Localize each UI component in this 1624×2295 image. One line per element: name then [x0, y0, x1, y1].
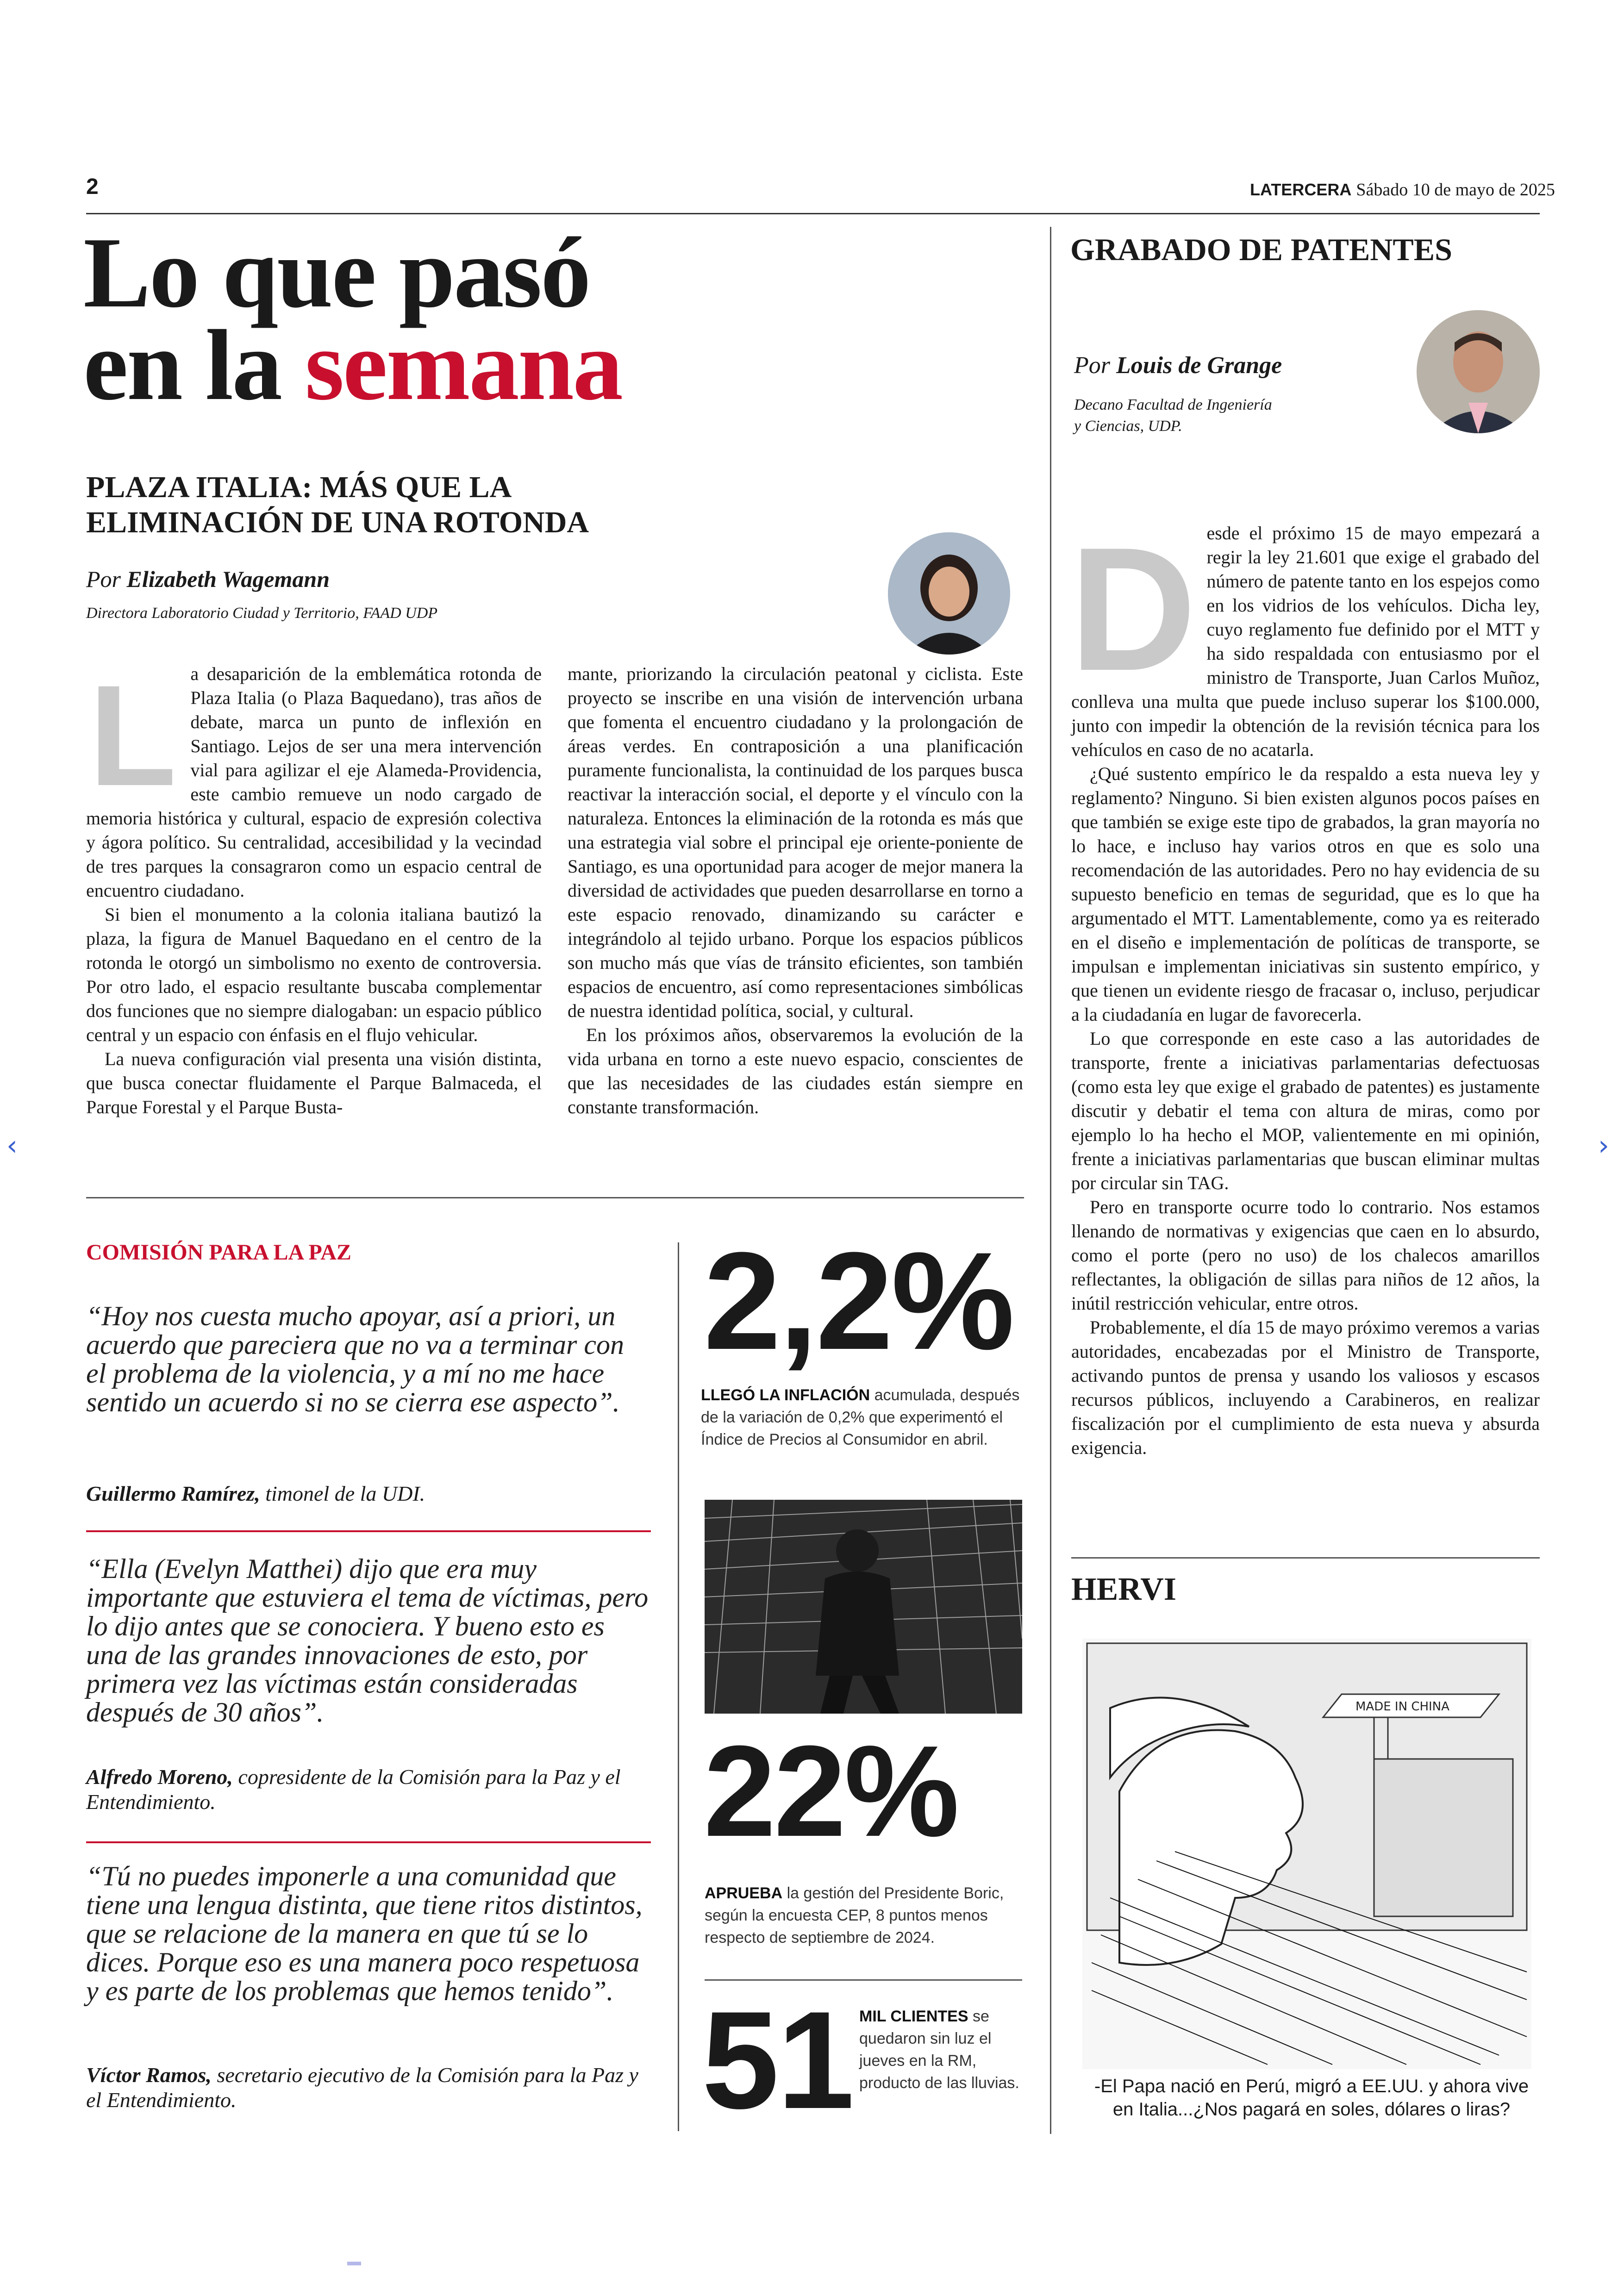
- author-name: Elizabeth Wagemann: [126, 566, 330, 592]
- quote-3-attribution: Víctor Ramos, secretario ejecutivo de la Comisión para la Paz y el Entendimiento.: [86, 2063, 638, 2112]
- article-left-col1: L a desaparición de la emblemática rotonda de Plaza Italia (o Plaza Baquedano), tras años de debate, marca un punto de inflexión en Santiago. Lejos de ser una mera intervención vial para agilizar el eje Alameda-Providencia, este cambio remueve un nodo cargado de memoria histórica y cultural, espacio de expresión colectiva y ágora político. Su centralidad, accesibilidad y la vecindad de tres parques la consagraron como un espacio central de encuentro ciudadano. Si bien el monumento a la colonia italiana bautizó la plaza, la figura de Manuel Baquedano en el centro de la rotonda le otorgó un simbolismo no exento de controversia. Por otro lado, el espacio resultante buscaba complementar dos funciones que no siempre dialogaban: un espacio público central y un espacio con énfasis en el flujo vehicular. La nueva configuración vial presenta una visión distinta, que busca conectar fluidamente el Parque Balmaceda, el Parque Forestal y el Parque Busta-: [86, 655, 542, 1117]
- quote-1-attribution: Guillermo Ramírez, timonel de la UDI.: [86, 1482, 425, 1505]
- hervi-rule: [1071, 1557, 1540, 1559]
- quote-2-attribution: Alfredo Moreno, copresidente de la Comisión para la Paz y el Entendimiento.: [86, 1765, 621, 1814]
- headline-line1: Lo que pasó: [83, 217, 590, 329]
- masthead: [1250, 180, 1555, 200]
- quote-divider-2: [86, 1841, 651, 1843]
- dropcap-right: D: [1069, 511, 1197, 707]
- stat-clients-text: MIL CLIENTES se quedaron sin luz el jueves en la RM, producto de las lluvias.: [859, 2008, 1019, 2092]
- header-rule: [86, 213, 1540, 214]
- section-rule: [86, 1197, 1024, 1198]
- column-divider: [1050, 227, 1051, 2134]
- stat-divider: [705, 1979, 1022, 1981]
- quote-divider-1: [86, 1530, 651, 1532]
- section-hervi: HERVI: [1071, 1572, 1177, 1607]
- headline-accent: semana: [305, 310, 622, 421]
- quote-1: “Hoy nos cuesta mucho apoyar, así a priori, un acuerdo que pareciera que no va a terminar con el problema de la violencia, y a mí no me hace sentido un acuerdo si no se cierra ese aspecto”.: [86, 1301, 624, 1417]
- author-role: Directora Laboratorio Ciudad y Territorio, FAAD UDP: [86, 605, 438, 622]
- quote-2: “Ella (Evelyn Matthei) dijo que era muy importante que estuviera el tema de víctimas, pero lo dijo antes que se conociera. Y bueno esto es una de las grandes innovaciones de esto, por primera vez las víctimas están consideradas después de 30 años”.: [86, 1553, 649, 1727]
- byline-right: Por Louis de Grange: [1074, 352, 1282, 379]
- stat-inflation-value: 2,2%: [704, 1223, 1013, 1378]
- stats-divider: [678, 1242, 679, 2131]
- stat-approval-value: 22%: [704, 1719, 958, 1864]
- paper-name: LATERCERA: [1250, 180, 1352, 199]
- article-right-body: D esde el próximo 15 de mayo empezará a regir la ley 21.601 que exige el grabado del número de patente tanto en los espejos como en los vidrios de los vehículos. Dicha ley, cuyo reglamento fue definido por el MTT y ha sido respaldada con entusiasmo por el ministro de Transporte, Juan Carlos Muñoz, conlleva una multa que puede incluso superar los $100.000, junto con impedir la obtención de la revisión técnica para los vehículos en caso de no acatarla. ¿Qué sustento empírico le da respaldo a esta nueva ley y reglamento? Ninguno. Si bien existen algunos pocos países en que también se exige este tipo de grabados, la gran mayoría no lo hace, e incluso hay varios otros en que es solo una recomendación de las autoridades. Pero no hay evidencia de su supuesto beneficio en temas de seguridad, que es lo que ha argumentado el MTT. Lamentablemente, como ya es reiterado en el diseño e implementación de políticas de transporte, se impulsan e implementan iniciativas sin sustento empírico, y que tienen un evidente riesgo de fracasar o, incluso, perjudicar a la ciudadanía en lugar de favorecerla. Lo que corresponde en este caso a las autoridades de transporte, frente a iniciativas parlamentarias defectuosas (como esta ley que exige el grabado de patentes) es justamente discutir y debatir el tema con altura de miras, como por ejemplo lo ha hecho el MOP, valientemente en mi opinión, frente a iniciativas parlamentarias que buscan eliminar multas por circular sin TAG. Pero en transporte ocurre todo lo contrario. Nos estamos llenando de normativas y exigencias que caen en lo absurdo, como el porte (pero no uso) de los chalecos amarillos reflectantes, la obligación de sillas para niños de 12 años, la inútil restricción vehicular, entre otros. Probablemente, el día 15 de mayo próximo veremos a varias autoridades, encabezadas por el Ministro de Transporte, activando puntos de prensa y usando los valiosos y escasos recursos públicos, incluyendo a Carabineros, en realizar fiscalización por el cumplimiento de esta nueva y absurda exigencia.: [1069, 511, 1540, 1458]
- photo-boric: [705, 1500, 1022, 1714]
- stat-clients-value: 51: [702, 1982, 853, 2138]
- article-title: PLAZA ITALIA: MÁS QUE LA ELIMINACIÓN DE UNA ROTONDA: [86, 470, 589, 539]
- section-grabado: GRABADO DE PATENTES: [1070, 232, 1452, 267]
- stat-approval-text: APRUEBA la gestión del Presidente Boric, según la encuesta CEP, 8 puntos menos respecto de septiembre de 2024.: [705, 1884, 1004, 1946]
- cartoon-caption: -El Papa nació en Perú, migró a EE.UU. y ahora vive en Italia...¿Nos pagará en soles, dólares o liras?: [1094, 2076, 1529, 2120]
- dropcap: L: [89, 655, 177, 816]
- article-left-col2: mante, priorizando la circulación peatonal y ciclista. Este proyecto se inscribe en una visión de intervención urbana que fomenta el encuentro ciudadano y la prolongación de áreas verdes. En contraposición a una planificación puramente funcionalista, la continuidad de los parques busca reactivar la interacción social, el deporte y el vínculo con la naturaleza. Entonces la eliminación de la rotonda es más que una estrategia vial sobre el principal eje oriente-poniente de Santiago, es una oportunidad para acoger de mejor manera la diversidad de actividades que pueden desarrollarse en torno a este espacio renovado, dinamizando su carácter e integrándolo al tejido urbano. Porque los espacios públicos son mucho más que vías de tránsito eficientes, son también espacios de encuentro, así como representaciones simbólicas de nuestra identidad política, social, y cultural. En los próximos años, observaremos la evolución de la vida urbana en torno a este nuevo espacio, conscientes de que las necesidades de las ciudades están siempre en constante transformación.: [568, 663, 1023, 1117]
- cartoon-sign: MADE IN CHINA: [1355, 1700, 1449, 1714]
- page-number: 2: [86, 175, 99, 199]
- author-photo-wagemann: [888, 532, 1010, 655]
- stat-inflation-text: LLEGÓ LA INFLACIÓN acumulada, después de la variación de 0,2% que experimentó el Índice de Precios al Consumidor en abril.: [701, 1386, 1020, 1448]
- section-comision: COMISIÓN PARA LA PAZ: [86, 1240, 351, 1265]
- scroll-indicator[interactable]: [347, 2262, 361, 2265]
- author-name-right: Louis de Grange: [1116, 352, 1282, 379]
- chevron-right-icon[interactable]: ›: [1598, 1129, 1609, 1162]
- page-headline: [83, 217, 622, 421]
- author-role-right: Decano Facultad de Ingeniería y Ciencias, UDP.: [1074, 396, 1272, 435]
- byline: Por Elizabeth Wagemann: [86, 566, 330, 592]
- quote-3: “Tú no puedes imponerle a una comunidad que tiene una lengua distinta, que tiene ritos distintos, que se relacione de la manera en que tú se lo dices. Porque eso es una manera poco respetuosa y es parte de los problemas que hemos tenido”.: [86, 1861, 643, 2006]
- headline-line2: en la semana: [83, 310, 622, 421]
- issue-date: Sábado 10 de mayo de 2025: [1356, 180, 1555, 200]
- chevron-left-icon[interactable]: ‹: [6, 1129, 18, 1162]
- hervi-cartoon: [1082, 1639, 1531, 2069]
- author-photo-degrange: [1417, 310, 1540, 433]
